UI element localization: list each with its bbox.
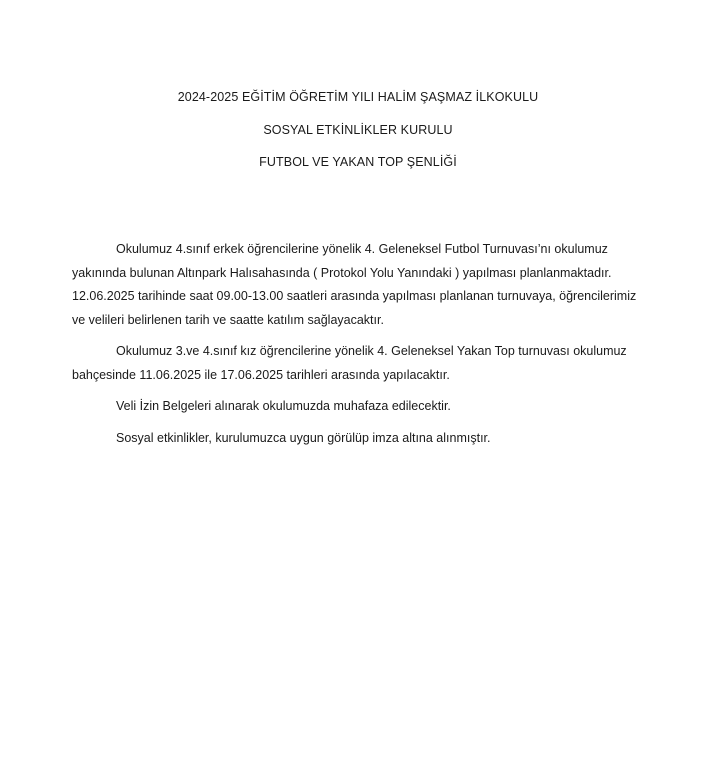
paragraph-line: ve velileri belirlenen tarih ve saatte katılım sağlayacaktır. [72,312,384,327]
paragraph-line: bahçesinde 11.06.2025 ile 17.06.2025 tarihleri arasında yapılacaktır. [72,367,450,382]
paragraph-football [72,238,652,332]
paragraph-line: 12.06.2025 tarihinde saat 09.00-13.00 saatleri arasında yapılması planlanan turnuvaya, öğrencilerimiz [72,289,637,303]
committee-title: SOSYAL ETKİNLİKLER KURULU [263,123,453,137]
paragraph-line: Veli İzin Belgeleri alınarak okulumuzda muhafaza edilecektir. [116,399,451,413]
paragraph-line: Okulumuz 4.sınıf erkek öğrencilerine yönelik 4. Geleneksel Futbol Turnuvası’nı okulumuz [116,242,608,256]
paragraph-line: Sosyal etkinlikler, kurulumuzca uygun görülüp imza altına alınmıştır. [116,430,491,445]
paragraph-permission [72,395,652,419]
event-title: FUTBOL VE YAKAN TOP ŞENLİĞİ [259,155,457,169]
paragraph-line: Okulumuz 3.ve 4.sınıf kız öğrencilerine yönelik 4. Geleneksel Yakan Top turnuvası okulumuz [116,344,627,358]
document-body [72,238,652,450]
school-title: 2024-2025 EĞİTİM ÖĞRETİM YILI HALİM ŞAŞMAZ İLKOKULU [177,90,539,104]
paragraph-approval [72,427,652,451]
paragraph-line: yakınında bulunan Altınpark Halısahasında ( Protokol Yolu Yanındaki ) yapılması planlanmaktadır. [72,265,612,280]
paragraph-dodgeball [72,340,652,387]
